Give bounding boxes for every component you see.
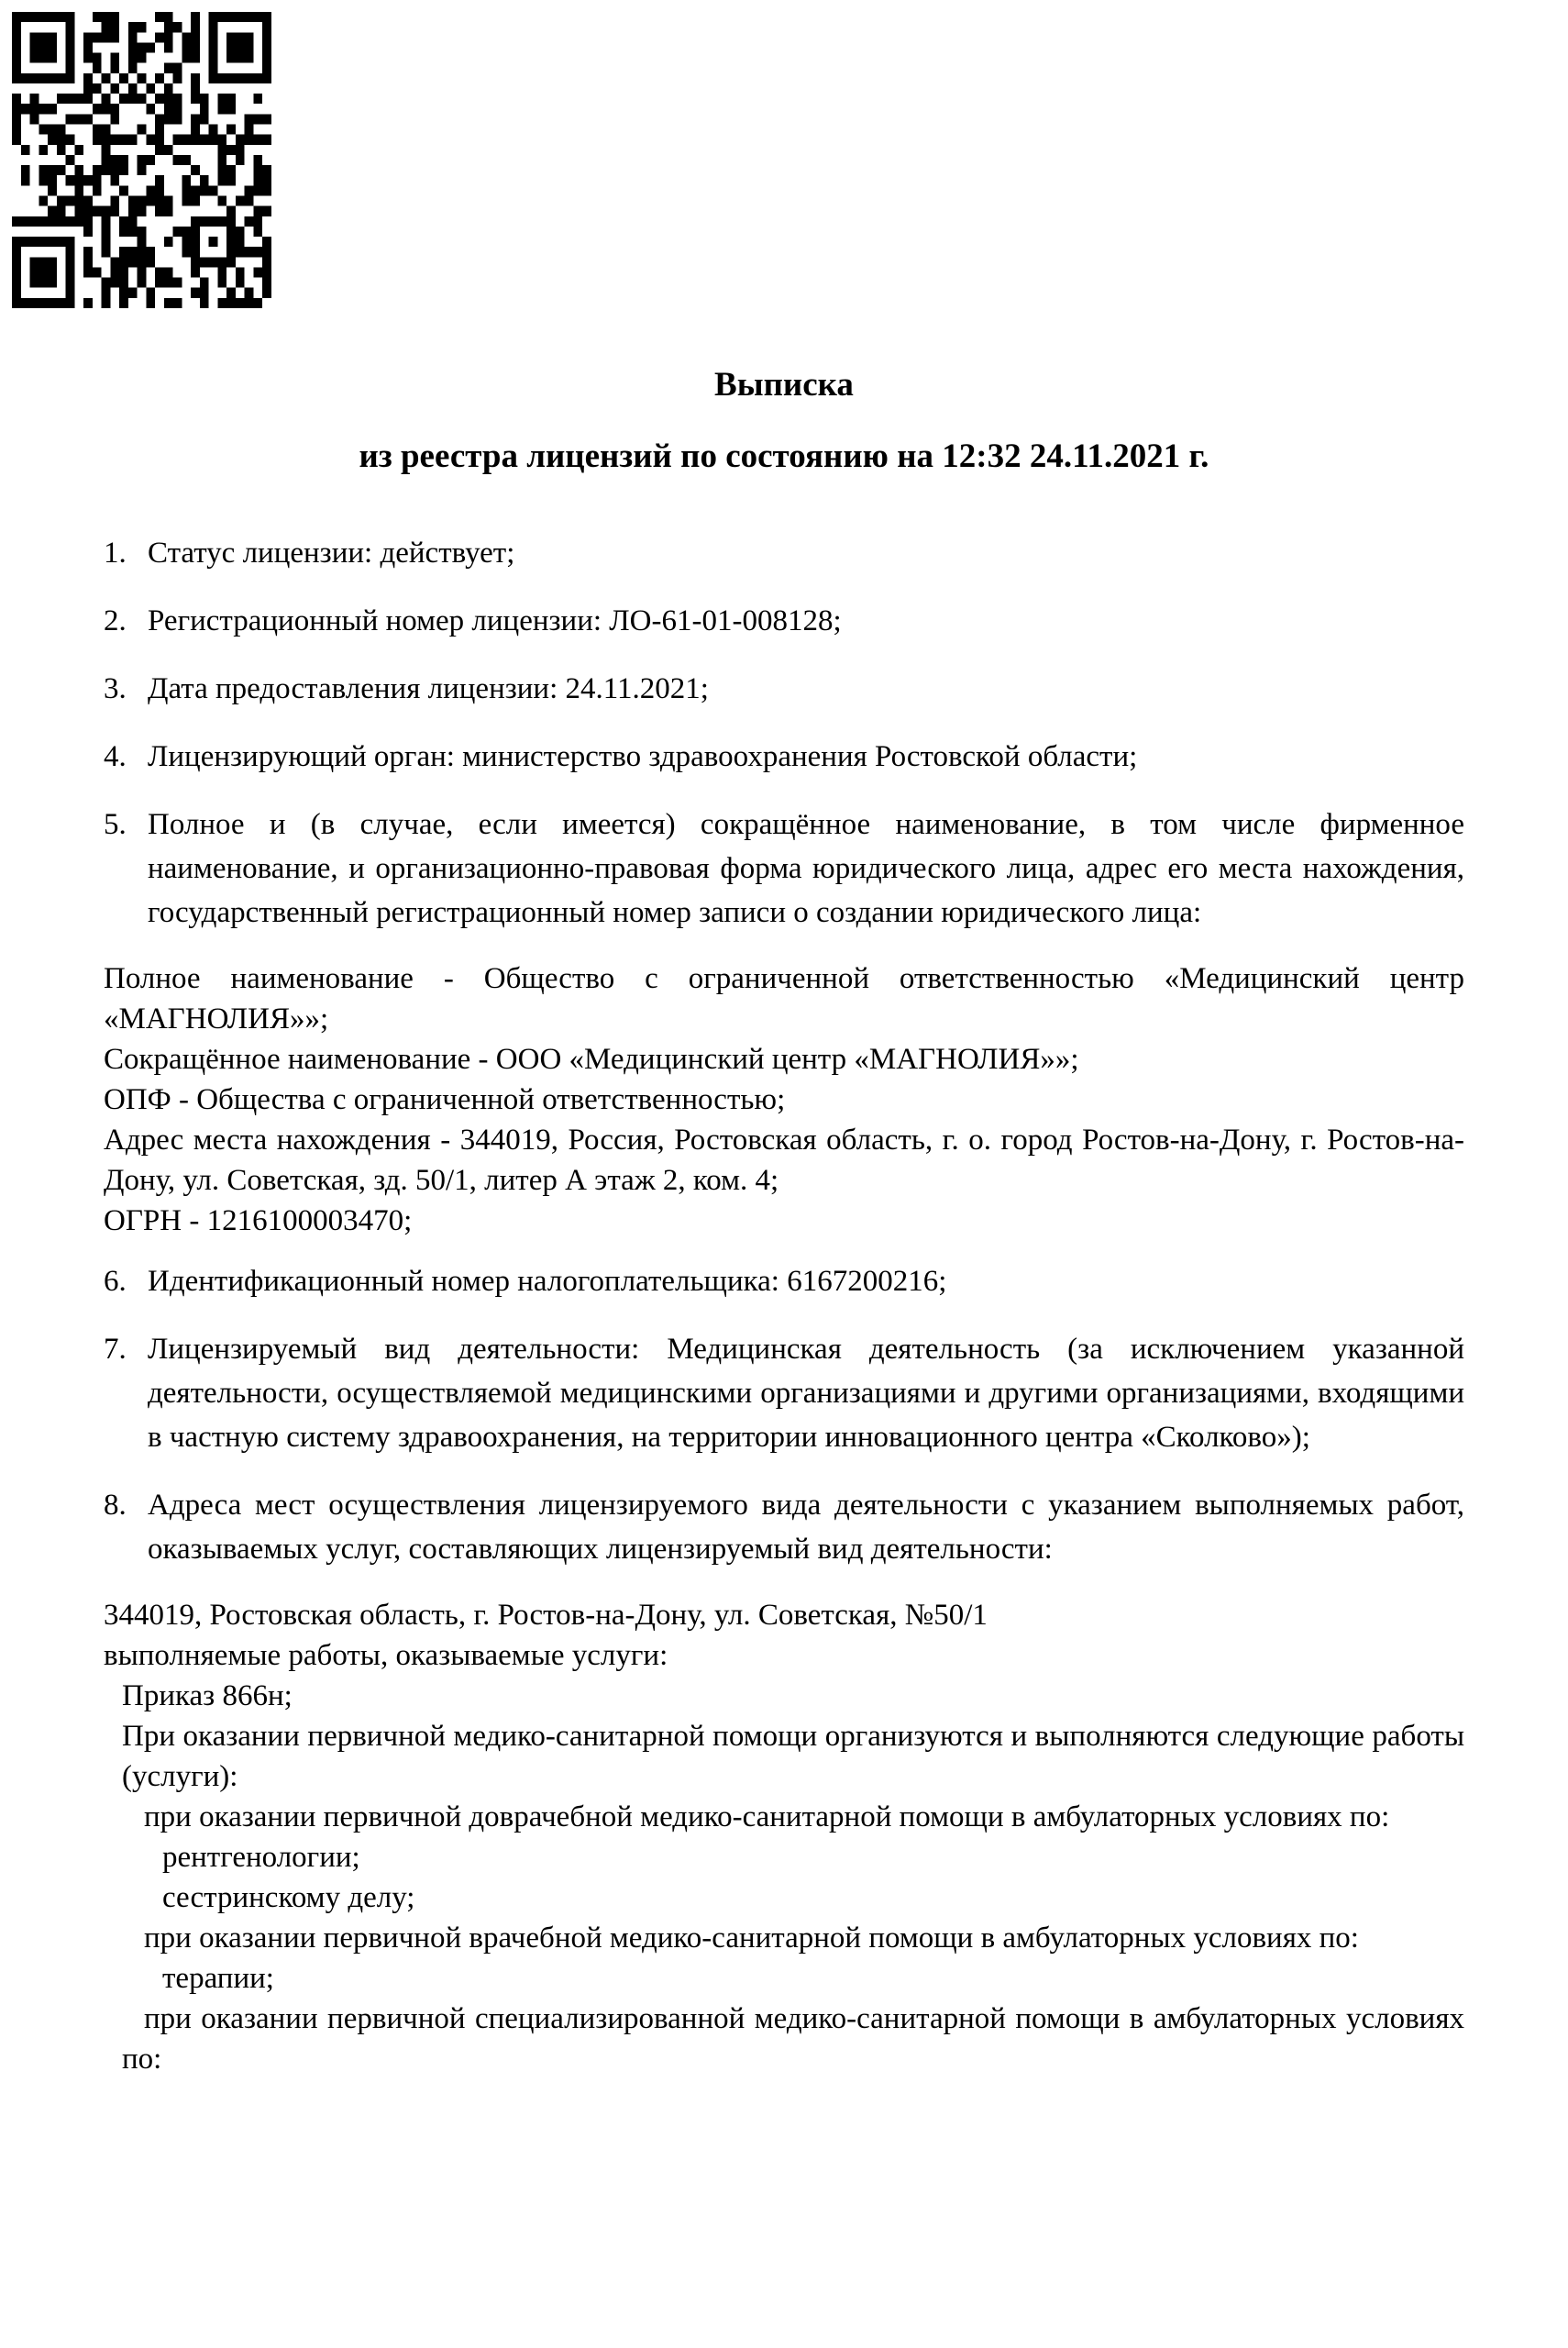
item-grant-date xyxy=(104,667,1464,711)
document-subtitle: из реестра лицензий по состоянию на 12:32 24.11.2021 г. xyxy=(359,437,1209,475)
item-taxpayer-number xyxy=(104,1259,1464,1303)
organization-details xyxy=(104,958,1464,1241)
item-number: 2. xyxy=(104,604,127,637)
item-text: Дата предоставления лицензии: 24.11.2021; xyxy=(148,672,709,705)
item-text: Адреса мест осуществления лицензируемого вида деятельности с указанием выполняемых работ, оказываемых услуг, составляющих лицензируемый вид деятельности: xyxy=(148,1489,1464,1566)
item-organization-info-heading xyxy=(104,803,1464,935)
activity-address-block xyxy=(104,1595,1464,2079)
service-line: Приказ 866н; xyxy=(122,1679,293,1712)
item-activity-addresses-heading xyxy=(104,1483,1464,1571)
item-text: Регистрационный номер лицензии: ЛО-61-01-008128; xyxy=(148,604,842,637)
works-intro: выполняемые работы, оказываемые услуги: xyxy=(104,1639,668,1672)
item-licensed-activity xyxy=(104,1327,1464,1459)
item-text: Лицензируемый вид деятельности: Медицинская деятельность (за исключением указанной деятельности, осуществляемой медицинскими организациями и другими организациями, входящими в частную систему здравоохранения, на территории инновационного центра «Сколково»); xyxy=(148,1333,1464,1454)
item-number: 3. xyxy=(104,672,127,705)
service-line: при оказании первичной доврачебной медико-санитарной помощи в амбулаторных условиях по: xyxy=(144,1800,1390,1833)
item-text: Полное и (в случае, если имеется) сокращённое наименование, в том числе фирменное наименование, и организационно-правовая форма юридического лица, адрес его места нахождения, государственный регистрационный номер записи о создании юридического лица: xyxy=(148,808,1464,929)
service-line: сестринскому делу; xyxy=(162,1881,415,1914)
service-line: терапии; xyxy=(162,1962,274,1995)
service-line: рентгенологии; xyxy=(162,1841,360,1874)
document-title: Выписка xyxy=(714,366,854,404)
service-line: при оказании первичной специализированной медико-санитарной помощи в амбулаторных условиях по: xyxy=(122,2002,1464,2076)
service-line: При оказании первичной медико-санитарной помощи организуются и выполняются следующие работы (услуги): xyxy=(122,1720,1464,1793)
org-address: Адрес места нахождения - 344019, Россия, Ростовская область, г. о. город Ростов-на-Дону, г. Ростов-на-Дону, ул. Советская, зд. 50/1, литер А этаж 2, ком. 4; xyxy=(104,1124,1464,1197)
service-line: при оказании первичной врачебной медико-санитарной помощи в амбулаторных условиях по: xyxy=(144,1922,1359,1955)
item-license-status xyxy=(104,531,1464,575)
org-full-name: Полное наименование - Общество с ограниченной ответственностью «Медицинский центр «МАГНОЛИЯ»»; xyxy=(104,962,1464,1036)
item-number: 5. xyxy=(104,808,127,841)
org-short-name: Сокращённое наименование - ООО «Медицинский центр «МАГНОЛИЯ»»; xyxy=(104,1043,1079,1076)
item-registration-number xyxy=(104,599,1464,643)
org-legal-form: ОПФ - Общества с ограниченной ответственностью; xyxy=(104,1083,786,1116)
item-text: Статус лицензии: действует; xyxy=(148,537,515,570)
item-text: Лицензирующий орган: министерство здравоохранения Ростовской области; xyxy=(148,740,1138,773)
qr-code-icon xyxy=(12,12,271,308)
item-number: 7. xyxy=(104,1333,127,1366)
item-number: 6. xyxy=(104,1265,127,1298)
activity-address: 344019, Ростовская область, г. Ростов-на-Дону, ул. Советская, №50/1 xyxy=(104,1599,988,1632)
item-licensing-authority xyxy=(104,735,1464,779)
item-number: 4. xyxy=(104,740,127,773)
item-number: 8. xyxy=(104,1489,127,1522)
item-text: Идентификационный номер налогоплательщика: 6167200216; xyxy=(148,1265,947,1298)
org-ogrn: ОГРН - 1216100003470; xyxy=(104,1204,413,1237)
item-number: 1. xyxy=(104,537,127,570)
